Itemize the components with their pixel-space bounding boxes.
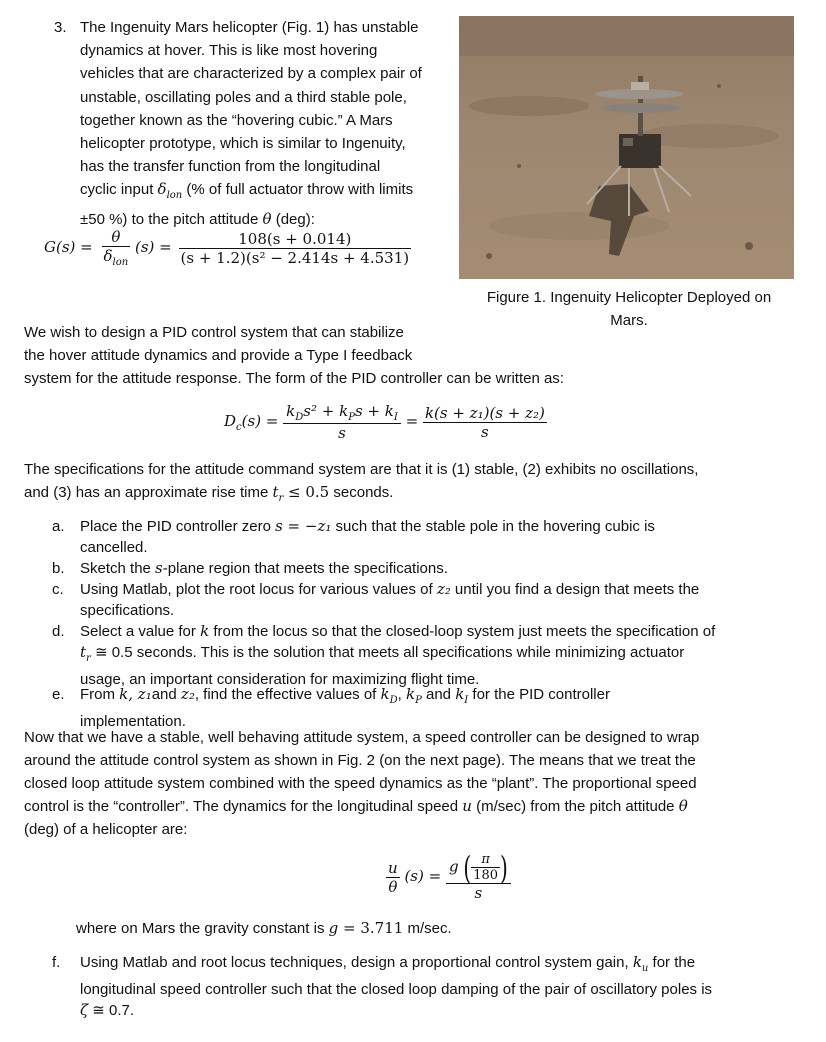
item-d: Select a value for k from the locus so that the closed-loop system just meets the specification of $t_r$ ≅ 0.5 seconds. This is the solution that meets all specifications while minimizing actuator usage, an important consideration for maximizing flight time. [80, 622, 716, 688]
question-intro [80, 16, 450, 231]
item-b: Sketch the s-plane region that meets the specifications. [80, 559, 448, 577]
eq-g-lhs: G(s) = [44, 238, 93, 256]
eq-dc-frac1: $\frac{k_Ds^2 + k_Ps + k_I}{s}$ [283, 402, 401, 442]
item-e-letter: e. [52, 686, 65, 703]
pid-paragraph [24, 321, 784, 390]
pid-line: system for the attitude response. The form of the PID controller can be written as: [24, 370, 564, 387]
item-a: Place the PID controller zero s = −z₁ such that the stable pole in the hovering cubic is cancelled. [80, 517, 655, 556]
speed-line: (deg) of a helicopter are: [24, 821, 188, 838]
intro-line: vehicles that are characterized by a complex pair of [80, 65, 422, 83]
theta-symbol: θ [262, 209, 272, 228]
pid-line: the hover attitude dynamics and provide a Type I feedback [24, 347, 413, 364]
spec-paragraph [24, 458, 784, 510]
item-c-letter: c. [52, 581, 64, 598]
item-b-letter: b. [52, 560, 65, 577]
intro-line: has the transfer function from the longitudinal [80, 158, 381, 176]
item-c: Using Matlab, plot the root locus for various values of z₂ until you find a design that meets the specifications. [80, 580, 700, 619]
question-number: 3. [54, 19, 67, 36]
speed-paragraph [24, 726, 784, 841]
intro-line: ±50 %) to the pitch attitude θ (deg): [80, 209, 315, 228]
item-d-letter: d. [52, 623, 65, 640]
eq-dc-frac2: $\frac{\text{k(s + z₁)(s + z₂)}}{s}$ [424, 403, 545, 441]
intro-line: dynamics at hover. This is like most hovering [80, 42, 378, 60]
spec-line: and (3) has an approximate rise time $t_r \le 0.5$ seconds. [24, 483, 394, 504]
item-f: Using Matlab and root locus techniques, design a proportional control system gain, $k_u$ for the longitudinal speed controller such that the closed loop damping of the pair of oscillatory poles is ζ ≅ 0.7. [80, 953, 713, 1019]
intro-line: The Ingenuity Mars helicopter (Fig. 1) has unstable [80, 19, 419, 36]
equation-dc: $D_c(s)$ = $\frac{k_Ds^2 + k_Ps + k_I}{s}$ = $\frac{\text{k(s + z₁)(s + z₂)}}{s}$ [224, 402, 545, 442]
intro-line: unstable, oscillating poles and a third stable pole, [80, 88, 407, 106]
eq-u-frac2: g ( $\frac{\pi}{180}$ ) s [446, 852, 511, 902]
item-e: From k, z₁and z₂, find the effective values of $k_D$, $k_P$ and $k_I$ for the PID controller implementation. [80, 685, 610, 730]
intro-line: together known as the “hovering cubic.” A Mars [80, 111, 393, 129]
spec-line: The specifications for the attitude command system are that it is (1) stable, (2) exhibits no oscillations, [24, 461, 699, 478]
intro-line: cyclic input $\delta_{lon}$ (% of full actuator throw with limits [80, 180, 414, 202]
delta-symbol: δ [157, 180, 167, 199]
helicopter-photo [459, 16, 794, 279]
eq-g-after: (s) = [135, 238, 172, 256]
caption-line: Figure 1. Ingenuity Helicopter Deployed on [486, 289, 772, 306]
equation-u: $\frac{u}{\theta}$ (s) = g ( $\frac{\pi}{180}$ ) s [386, 852, 511, 902]
pid-line: We wish to design a PID control system that can stabilize [24, 324, 404, 341]
speed-line: around the attitude control system as shown in Fig. 2 (on the next page). The means that we treat the [24, 752, 696, 769]
item-a-letter: a. [52, 518, 65, 535]
caption-line: Mars. [610, 312, 648, 329]
gravity-line: where on Mars the gravity constant is g = 3.711 m/sec. [76, 919, 452, 937]
speed-line: Now that we have a stable, well behaving attitude system, a speed controller can be designed to wrap [24, 729, 700, 746]
item-f-letter: f. [52, 954, 61, 971]
eq-g-frac1: $\frac{\theta}{\delta_{lon}}$ [103, 228, 129, 268]
equation-g [44, 228, 411, 268]
speed-line: closed loop attitude system combined with the speed dynamics as the “plant”. The proportional speed [24, 775, 697, 792]
intro-line: helicopter prototype, which is similar to Ingenuity, [80, 135, 406, 153]
speed-line: control is the “controller”. The dynamics for the longitudinal speed u (m/sec) from the pitch attitude θ [24, 797, 688, 815]
eq-u-frac1: $\frac{u}{\theta}$ [388, 858, 398, 896]
eq-g-tf: $\frac{108(s + 0.014)}{\text{(s + 1.2)(s² − 2.414s + 4.531)}}$ [180, 229, 410, 267]
mars-terrain-image [459, 16, 794, 279]
